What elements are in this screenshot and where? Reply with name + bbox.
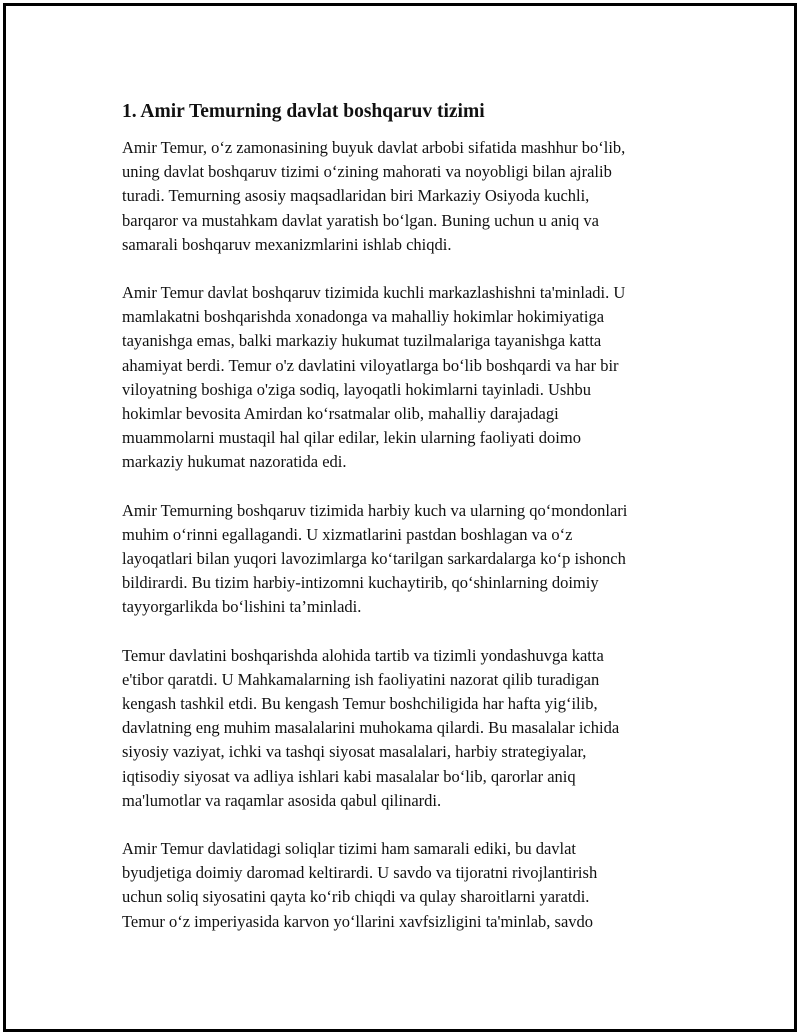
text-line: Amir Temur davlat boshqaruv tizimida kuchli markazlashishni ta'minladi. U xyxy=(122,283,626,303)
text-line: Amir Temurning boshqaruv tizimida harbiy kuch va ularning qo‘mondonlari xyxy=(122,500,628,520)
text-line: kengash tashkil etdi. Bu kengash Temur boshchiligida har hafta yig‘ilib, xyxy=(122,694,598,714)
paragraph-5 xyxy=(122,837,692,934)
text-line: muhim o‘rinni egallagandi. U xizmatlarini pastdan boshlagan va o‘z xyxy=(122,524,573,544)
text-line: uchun soliq siyosatini qayta ko‘rib chiqdi va qulay sharoitlarni yaratdi. xyxy=(122,887,590,907)
document-page xyxy=(3,3,797,1032)
text-line: e'tibor qaratdi. U Mahkamalarning ish faoliyatini nazorat qilib turadigan xyxy=(122,669,600,689)
document-content xyxy=(122,100,692,958)
paragraph-3 xyxy=(122,499,692,620)
text-line: siyosiy vaziyat, ichki va tashqi siyosat masalalari, harbiy strategiyalar, xyxy=(122,742,587,762)
text-line: iqtisodiy siyosat va adliya ishlari kabi masalalar bo‘lib, qarorlar aniq xyxy=(122,766,576,786)
section-heading: 1. Amir Temurning davlat boshqaruv tizimi xyxy=(122,101,485,122)
text-line: viloyatning boshiga o'ziga sodiq, layoqatli hokimlarni tayinladi. Ushbu xyxy=(122,379,592,399)
text-line: ma'lumotlar va raqamlar asosida qabul qilinardi. xyxy=(122,790,442,810)
text-line: byudjetiga doimiy daromad keltirardi. U savdo va tijoratni rivojlantirish xyxy=(122,863,598,883)
text-line: layoqatlari bilan yuqori lavozimlarga ko‘tarilgan sarkardalarga ko‘p ishonch xyxy=(122,549,626,569)
text-line: tayyorgarlikda bo‘lishini ta’minladi. xyxy=(122,597,362,617)
text-line: tayanishga emas, balki markaziy hukumat tuzilmalariga tayanishga katta xyxy=(122,331,602,351)
text-line: barqaror va mustahkam davlat yaratish bo‘lgan. Buning uchun u aniq va xyxy=(122,210,599,230)
text-line: davlatning eng muhim masalalarini muhokama qilardi. Bu masalalar ichida xyxy=(122,718,620,738)
text-line: turadi. Temurning asosiy maqsadlaridan biri Markaziy Osiyoda kuchli, xyxy=(122,186,590,206)
paragraph-1 xyxy=(122,136,692,257)
paragraph-2 xyxy=(122,281,692,475)
text-line: Amir Temur, o‘z zamonasining buyuk davlat arbobi sifatida mashhur bo‘lib, xyxy=(122,138,626,157)
text-line: muammolarni mustaqil hal qilar edilar, lekin ularning faoliyati doimo xyxy=(122,428,581,448)
text-line: mamlakatni boshqarishda xonadonga va mahalliy hokimlar hokimiyatiga xyxy=(122,307,605,327)
text-line: Temur o‘z imperiyasida karvon yo‘llarini xavfsizligini ta'minlab, savdo xyxy=(122,911,594,931)
text-line: hokimlar bevosita Amirdan ko‘rsatmalar olib, mahalliy darajadagi xyxy=(122,404,559,424)
text-line: samarali boshqaruv mexanizmlarini ishlab chiqdi. xyxy=(122,234,452,254)
text-line: Amir Temur davlatidagi soliqlar tizimi ham samarali ediki, bu davlat xyxy=(122,839,577,859)
paragraph-4 xyxy=(122,644,692,813)
text-line: ahamiyat berdi. Temur o'z davlatini viloyatlarga bo‘lib boshqardi va har bir xyxy=(122,355,619,375)
text-line: uning davlat boshqaruv tizimi o‘zining mahorati va noyobligi bilan ajralib xyxy=(122,162,612,182)
text-line: bildirardi. Bu tizim harbiy-intizomni kuchaytirib, qo‘shinlarning doimiy xyxy=(122,573,599,593)
text-line: markaziy hukumat nazoratida edi. xyxy=(122,452,347,472)
text-line: Temur davlatini boshqarishda alohida tartib va tizimli yondashuvga katta xyxy=(122,645,604,665)
